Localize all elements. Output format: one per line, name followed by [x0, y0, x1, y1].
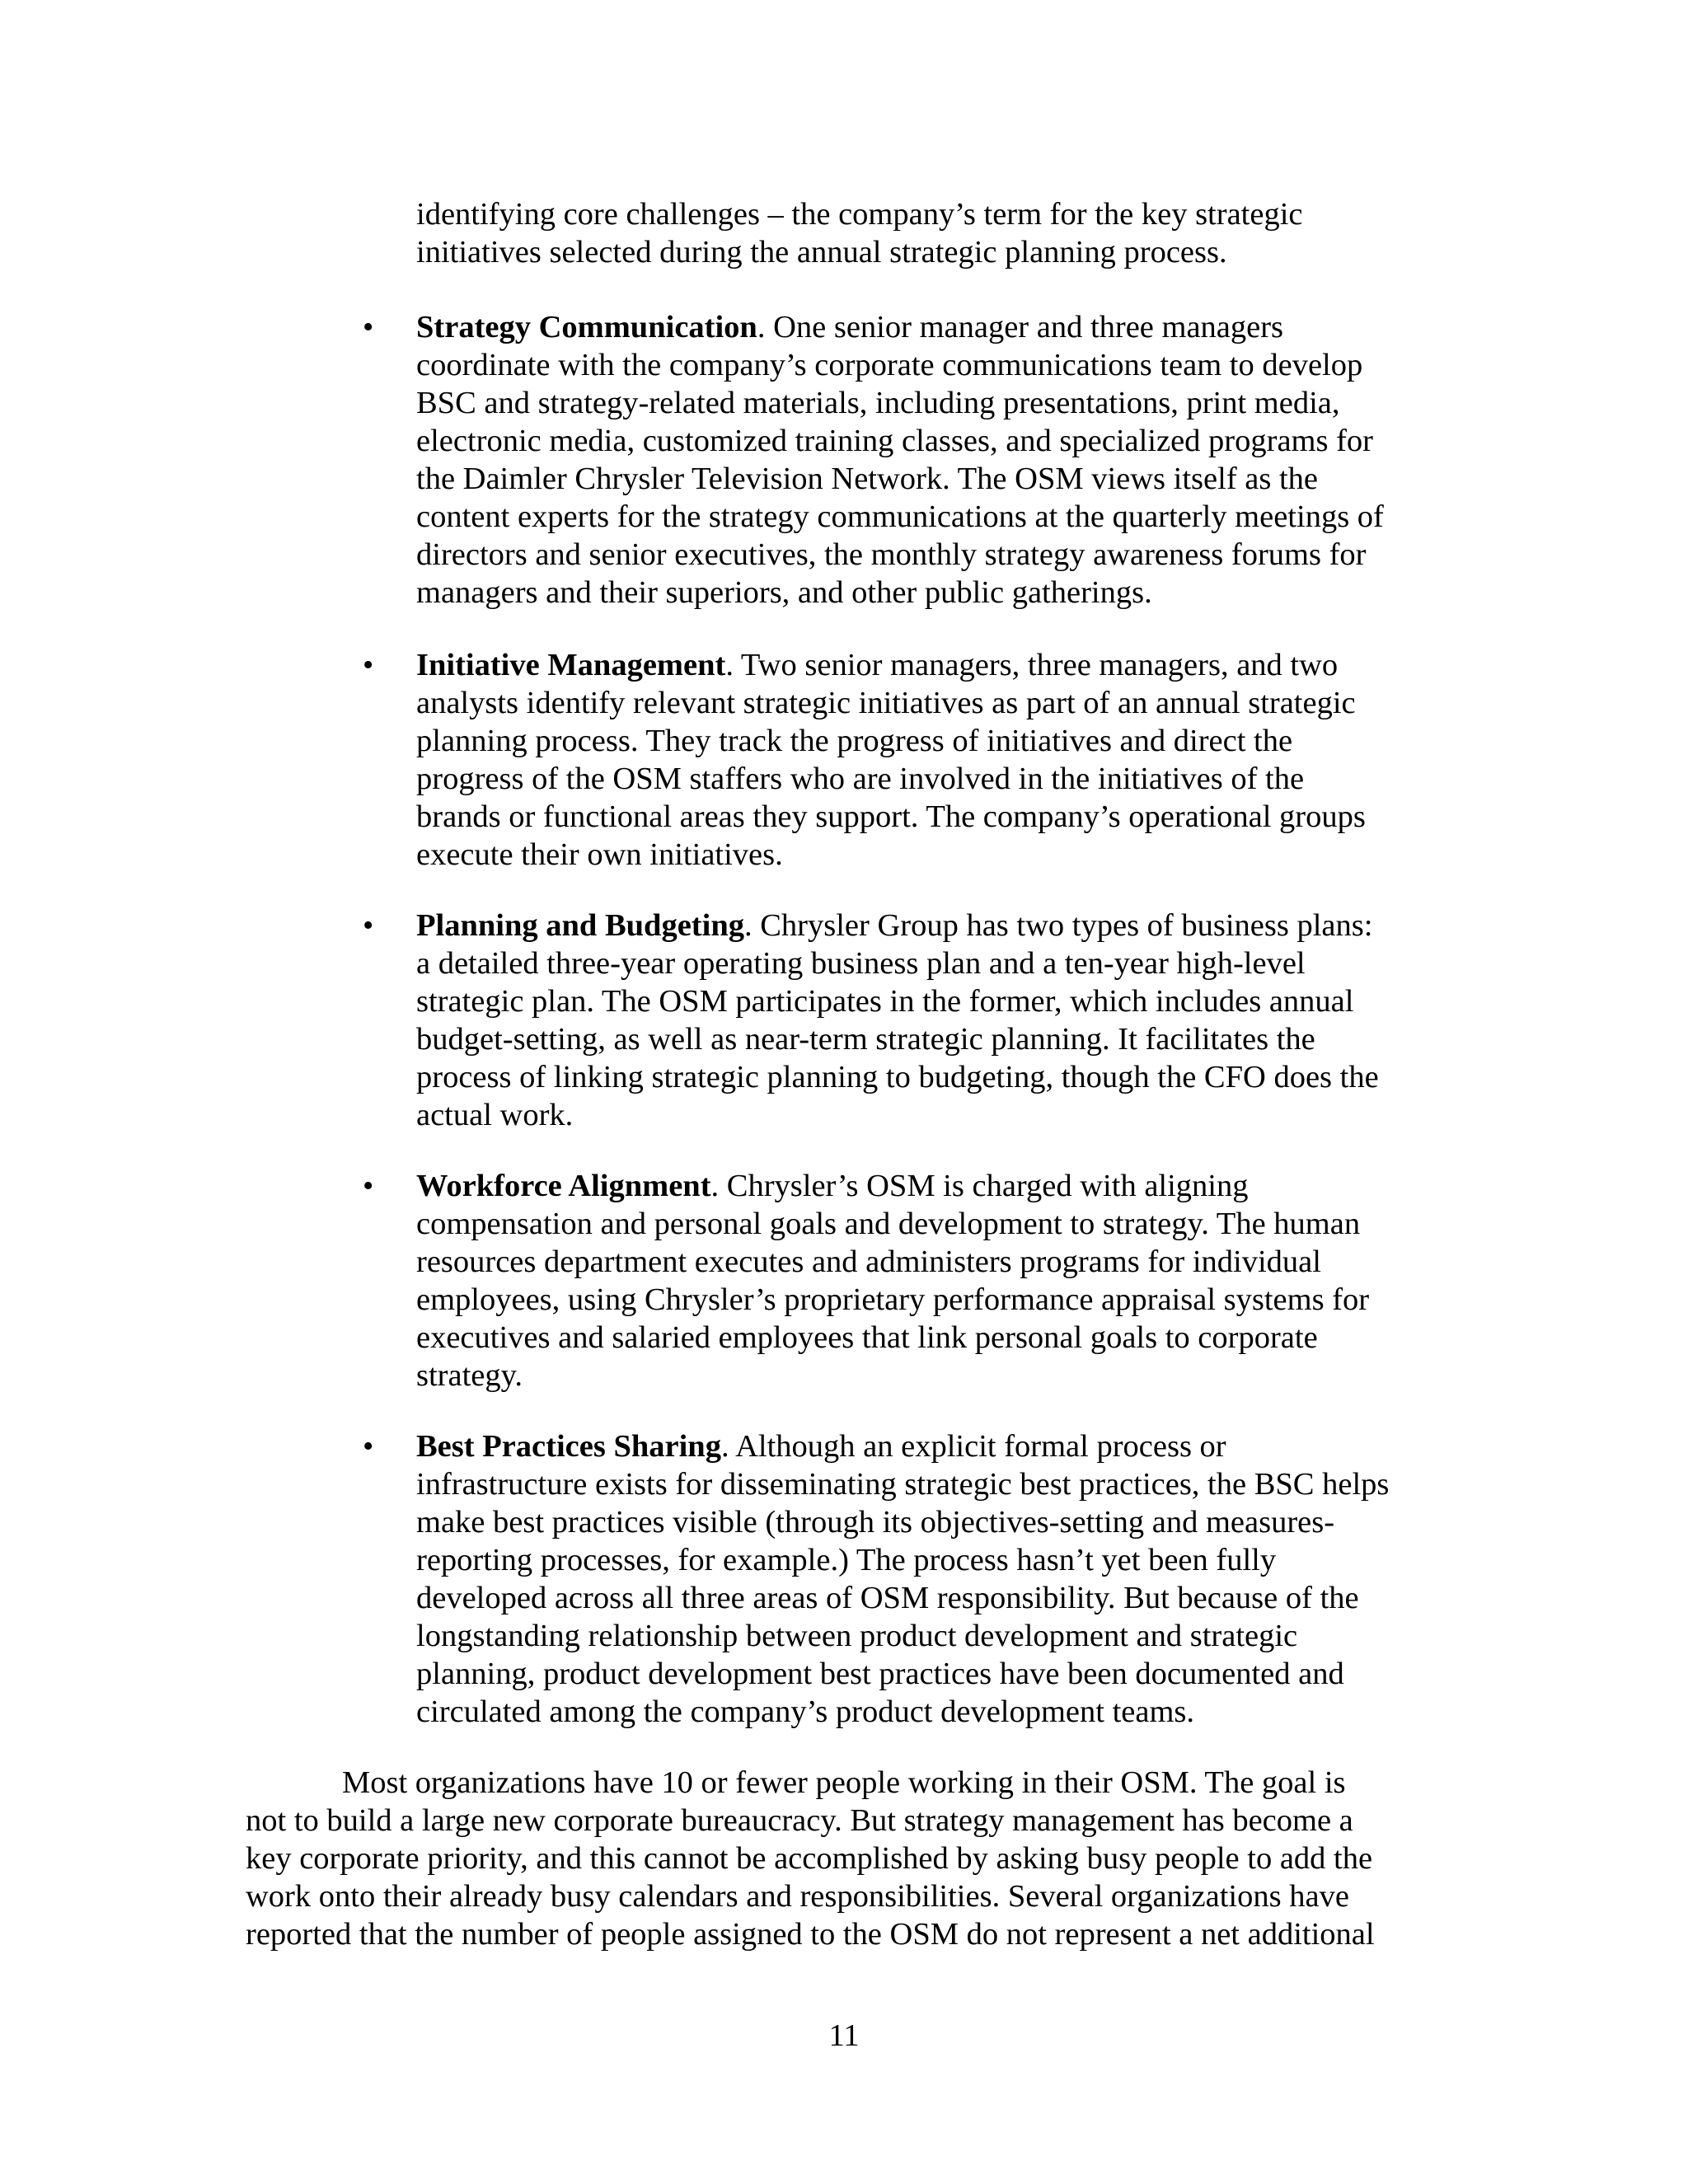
paragraph-line: reported that the number of people assigned to the OSM do not represent a net additional: [246, 1917, 1375, 1952]
bullet-text: . Two senior managers, three managers, and two: [725, 648, 1339, 682]
bullet-text: . One senior manager and three managers: [757, 310, 1284, 344]
intro-line-1: identifying core challenges – the company’s term for the key strategic: [416, 197, 1303, 232]
bullet-text: . Chrysler Group has two types of business plans:: [744, 908, 1373, 943]
paragraph-line: key corporate priority, and this cannot be accomplished by asking busy people to add the: [246, 1841, 1373, 1876]
bullet-line: reporting processes, for example.) The process hasn’t yet been fully: [416, 1543, 1277, 1577]
bullet-line: employees, using Chrysler’s proprietary performance appraisal systems for: [416, 1282, 1370, 1317]
bullet-line: process of linking strategic planning to budgeting, though the CFO does the: [416, 1060, 1379, 1094]
bullet-term: Best Practices Sharing: [416, 1429, 721, 1464]
bullet-marker: •: [363, 1169, 374, 1203]
bullet-marker: •: [363, 310, 374, 344]
bullet-line: budget-setting, as well as near-term strategic planning. It facilitates the: [416, 1022, 1315, 1057]
paragraph-line: not to build a large new corporate bureaucracy. But strategy management has become a: [246, 1803, 1353, 1838]
bullet-term: Strategy Communication: [416, 310, 757, 344]
bullet-first-line: [416, 907, 1372, 944]
bullet-line: make best practices visible (through its objectives-setting and measures-: [416, 1505, 1335, 1540]
bullet-line: BSC and strategy-related materials, including presentations, print media,: [416, 386, 1340, 420]
bullet-line: planning process. They track the progress of initiatives and direct the: [416, 724, 1293, 758]
bullet-term: Initiative Management: [416, 648, 726, 682]
bullet-text: . Chrysler’s OSM is charged with aligning: [710, 1169, 1249, 1203]
bullet-line: analysts identify relevant strategic initiatives as part of an annual strategic: [416, 686, 1356, 720]
intro-line-2: initiatives selected during the annual strategic planning process.: [416, 235, 1227, 269]
bullet-line: planning, product development best practices have been documented and: [416, 1657, 1344, 1691]
page-number: 11: [828, 2018, 860, 2053]
bullet-line: managers and their superiors, and other public gatherings.: [416, 575, 1152, 610]
bullet-first-line: [416, 1167, 1249, 1205]
paragraph-line: work onto their already busy calendars and responsibilities. Several organizations have: [246, 1879, 1349, 1914]
bullet-text: . Although an explicit formal process or: [720, 1429, 1226, 1464]
bullet-line: content experts for the strategy communications at the quarterly meetings of: [416, 499, 1384, 534]
bullet-line: brands or functional areas they support. The company’s operational groups: [416, 799, 1366, 834]
bullet-line: actual work.: [416, 1098, 574, 1132]
bullet-first-line: [416, 1427, 1226, 1465]
bullet-line: electronic media, customized training classes, and specialized programs for: [416, 424, 1373, 458]
bullet-line: coordinate with the company’s corporate communications team to develop: [416, 348, 1363, 382]
bullet-line: strategy.: [416, 1358, 523, 1393]
bullet-line: executives and salaried employees that link personal goals to corporate: [416, 1320, 1318, 1355]
bullet-marker: •: [363, 908, 374, 943]
bullet-line: execute their own initiatives.: [416, 837, 783, 872]
paragraph-line: Most organizations have 10 or fewer people working in their OSM. The goal is: [342, 1765, 1346, 1800]
bullet-first-line: [416, 646, 1338, 684]
bullet-line: longstanding relationship between product development and strategic: [416, 1619, 1298, 1653]
bullet-line: a detailed three-year operating business plan and a ten-year high-level: [416, 946, 1306, 981]
bullet-marker: •: [363, 648, 374, 682]
bullet-marker: •: [363, 1429, 374, 1464]
bullet-term: Planning and Budgeting: [416, 908, 744, 943]
bullet-line: progress of the OSM staffers who are involved in the initiatives of the: [416, 762, 1305, 796]
bullet-line: infrastructure exists for disseminating strategic best practices, the BSC helps: [416, 1467, 1390, 1502]
bullet-line: the Daimler Chrysler Television Network. The OSM views itself as the: [416, 462, 1318, 496]
bullet-line: developed across all three areas of OSM responsibility. But because of the: [416, 1581, 1359, 1615]
bullet-first-line: [416, 308, 1283, 346]
bullet-line: strategic plan. The OSM participates in the former, which includes annual: [416, 984, 1354, 1019]
bullet-line: resources department executes and administers programs for individual: [416, 1244, 1321, 1279]
bullet-term: Workforce Alignment: [416, 1169, 711, 1203]
bullet-line: compensation and personal goals and development to strategy. The human: [416, 1207, 1361, 1241]
bullet-line: directors and senior executives, the monthly strategy awareness forums for: [416, 537, 1367, 572]
bullet-line: circulated among the company’s product development teams.: [416, 1694, 1195, 1729]
